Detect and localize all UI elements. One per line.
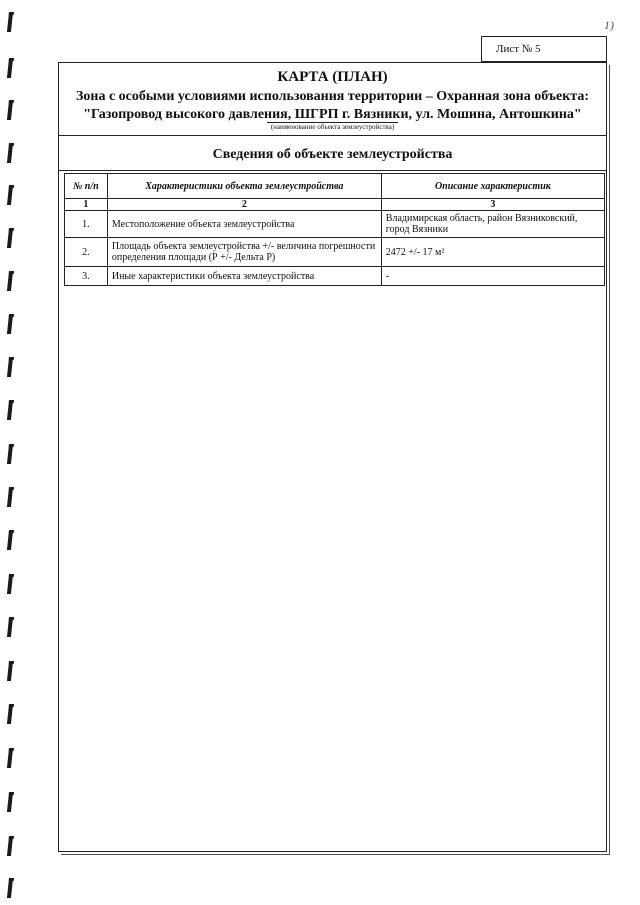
binder-mark [7,704,14,724]
corner-handwritten-mark: 1) [604,18,614,32]
document-frame [58,62,607,852]
table-row [65,238,605,267]
binder-mark [7,143,14,163]
row-number: 2. [65,238,108,267]
binder-mark [7,878,14,898]
binder-mark [7,271,14,291]
document-subtitle-line1: Зона с особыми условиями использования территории – Охранная зона объекта: [75,89,590,104]
table-row [65,267,605,286]
col-number-1: 1 [65,199,108,211]
binder-mark [7,58,14,78]
table-header-row [65,174,605,199]
col-header-characteristic: Характеристики объекта землеустройства [107,174,381,199]
column-numbers-row [65,199,605,211]
section-divider [59,170,606,171]
table-row [65,211,605,238]
caption-text: (наименование объекта землеустройства) [267,122,398,131]
row-characteristic: Местоположение объекта землеустройства [107,211,381,238]
binder-mark [7,661,14,681]
col-number-3: 3 [381,199,604,211]
row-description: - [381,267,604,286]
binder-mark [7,228,14,248]
binder-mark [7,574,14,594]
row-description: 2472 +/- 17 м² [381,238,604,267]
binder-mark [7,185,14,205]
binder-mark [7,748,14,768]
row-number: 1. [65,211,108,238]
section-title: Сведения об объекте землеустройства [212,147,453,162]
binder-mark [7,530,14,550]
binder-mark [7,836,14,856]
row-number: 3. [65,267,108,286]
land-object-table [64,173,605,286]
col-number-2: 2 [107,199,381,211]
binder-mark [7,617,14,637]
row-characteristic: Площадь объекта землеустройства +/- величина погрешности определения площади (Р +/- Дельта Р) [107,238,381,267]
row-description: Владимирская область, район Вязниковский, город Вязники [381,211,604,238]
title-divider [59,135,606,136]
binder-mark [7,400,14,420]
binder-mark [7,314,14,334]
binder-mark [7,444,14,464]
binder-mark [7,357,14,377]
binder-mark [7,12,14,32]
binder-mark [7,792,14,812]
binder-mark [7,487,14,507]
row-characteristic: Иные характеристики объекта землеустройства [107,267,381,286]
document-title: КАРТА (ПЛАН) [277,69,388,85]
binder-mark [7,100,14,120]
document-subtitle-line2: "Газопровод высокого давления, ШГРП г. Вязники, ул. Мошина, Антошкина" [83,107,582,122]
col-header-number: № п/п [65,174,108,199]
col-header-description: Описание характеристик [381,174,604,199]
sheet-number: Лист № 5 [481,36,607,62]
object-name-caption [59,123,606,131]
